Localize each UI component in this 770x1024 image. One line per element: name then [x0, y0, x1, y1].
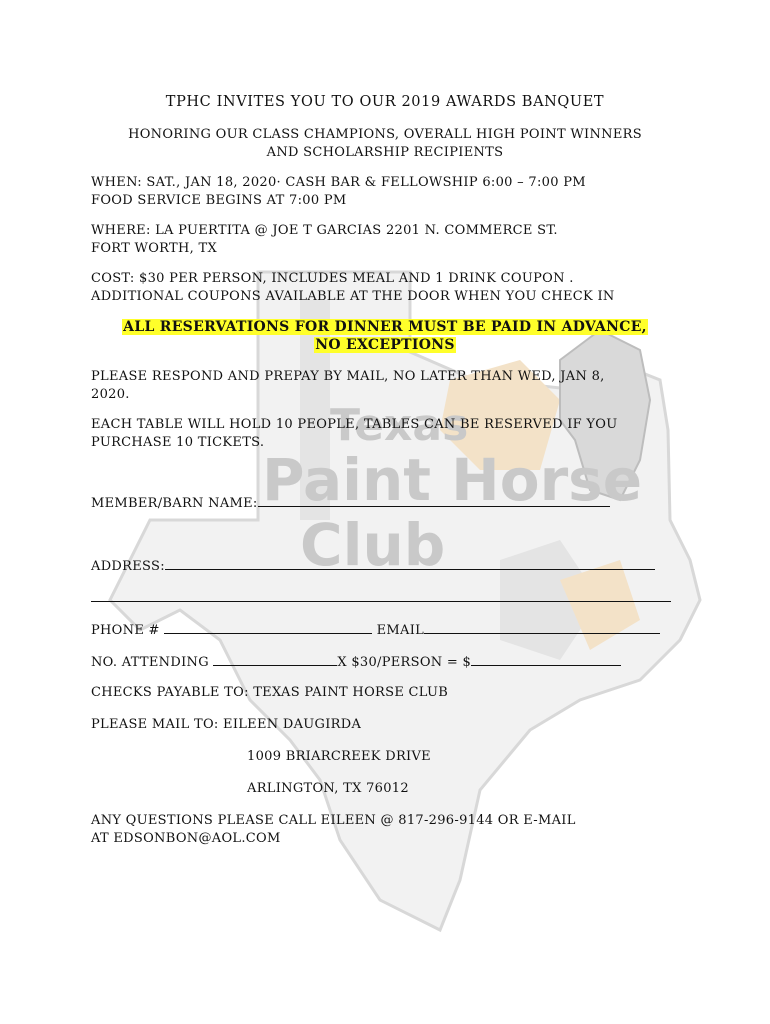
address-row [91, 556, 691, 576]
where-line-1: WHERE: LA PUERTITA @ JOE T GARCIAS 2201 N. COMMERCE ST. [91, 223, 558, 238]
price-per-person-label: X $30/PERSON = $ [337, 655, 472, 670]
phone-email-row [91, 620, 691, 640]
cost-line-2: ADDITIONAL COUPONS AVAILABLE AT THE DOOR WHEN YOU CHECK IN [91, 289, 615, 304]
no-attending-label: NO. ATTENDING [91, 655, 209, 670]
notice-highlight-2: NO EXCEPTIONS [315, 337, 455, 353]
checks-payable-line: CHECKS PAYABLE TO: TEXAS PAINT HORSE CLUB [91, 685, 449, 700]
notice-highlight-1: ALL RESERVATIONS FOR DINNER MUST BE PAID IN ADVANCE, [123, 319, 647, 335]
mail-to-line: PLEASE MAIL TO: EILEEN DAUGIRDA [91, 717, 362, 732]
questions-line-2: AT EDSONBON@AOL.COM [91, 831, 281, 846]
address-field[interactable] [165, 556, 655, 570]
phone-field[interactable] [164, 620, 372, 634]
cost-line-1: COST: $30 PER PERSON, INCLUDES MEAL AND 1 DRINK COUPON . [91, 271, 574, 286]
when-line-1: WHEN: SAT., JAN 18, 2020· CASH BAR & FELLOWSHIP 6:00 – 7:00 PM [91, 175, 586, 190]
when-line-2: FOOD SERVICE BEGINS AT 7:00 PM [91, 193, 347, 208]
where-line-2: FORT WORTH, TX [91, 241, 218, 256]
subtitle-line-2: AND SCHOLARSHIP RECIPIENTS [266, 145, 504, 160]
page-title: TPHC INVITES YOU TO OUR 2019 AWARDS BANQUET [165, 94, 605, 110]
attending-row [91, 652, 691, 672]
mail-city-line: ARLINGTON, TX 76012 [247, 781, 409, 796]
watermark-paint-horse-text: Paint Horse [262, 446, 643, 514]
watermark-club-text: Club [300, 511, 446, 579]
address-label: ADDRESS: [91, 559, 165, 574]
advance-payment-notice-line-2 [0, 336, 770, 355]
respond-line-2: 2020. [91, 387, 130, 402]
total-amount-field[interactable] [471, 652, 621, 666]
member-barn-name-field[interactable] [258, 493, 610, 507]
no-attending-field[interactable] [213, 652, 337, 666]
subtitle-line-1: HONORING OUR CLASS CHAMPIONS, OVERALL HIGH POINT WINNERS [128, 127, 642, 142]
email-field[interactable] [424, 620, 660, 634]
member-barn-name-label: MEMBER/BARN NAME: [91, 496, 258, 511]
phone-label: PHONE # [91, 623, 160, 638]
advance-payment-notice-line-1 [0, 318, 770, 337]
address-line-2-field[interactable] [91, 601, 671, 602]
tables-line-2: PURCHASE 10 TICKETS. [91, 435, 265, 450]
mail-street-line: 1009 BRIARCREEK DRIVE [247, 749, 431, 764]
tables-line-1: EACH TABLE WILL HOLD 10 PEOPLE, TABLES CAN BE RESERVED IF YOU [91, 417, 618, 432]
member-barn-name-row [91, 493, 691, 513]
email-label: EMAIL [376, 623, 425, 638]
watermark-texas-text: Texas [330, 400, 469, 451]
respond-line-1: PLEASE RESPOND AND PREPAY BY MAIL, NO LATER THAN WED, JAN 8, [91, 369, 605, 384]
questions-line-1: ANY QUESTIONS PLEASE CALL EILEEN @ 817-296-9144 OR E-MAIL [91, 813, 576, 828]
